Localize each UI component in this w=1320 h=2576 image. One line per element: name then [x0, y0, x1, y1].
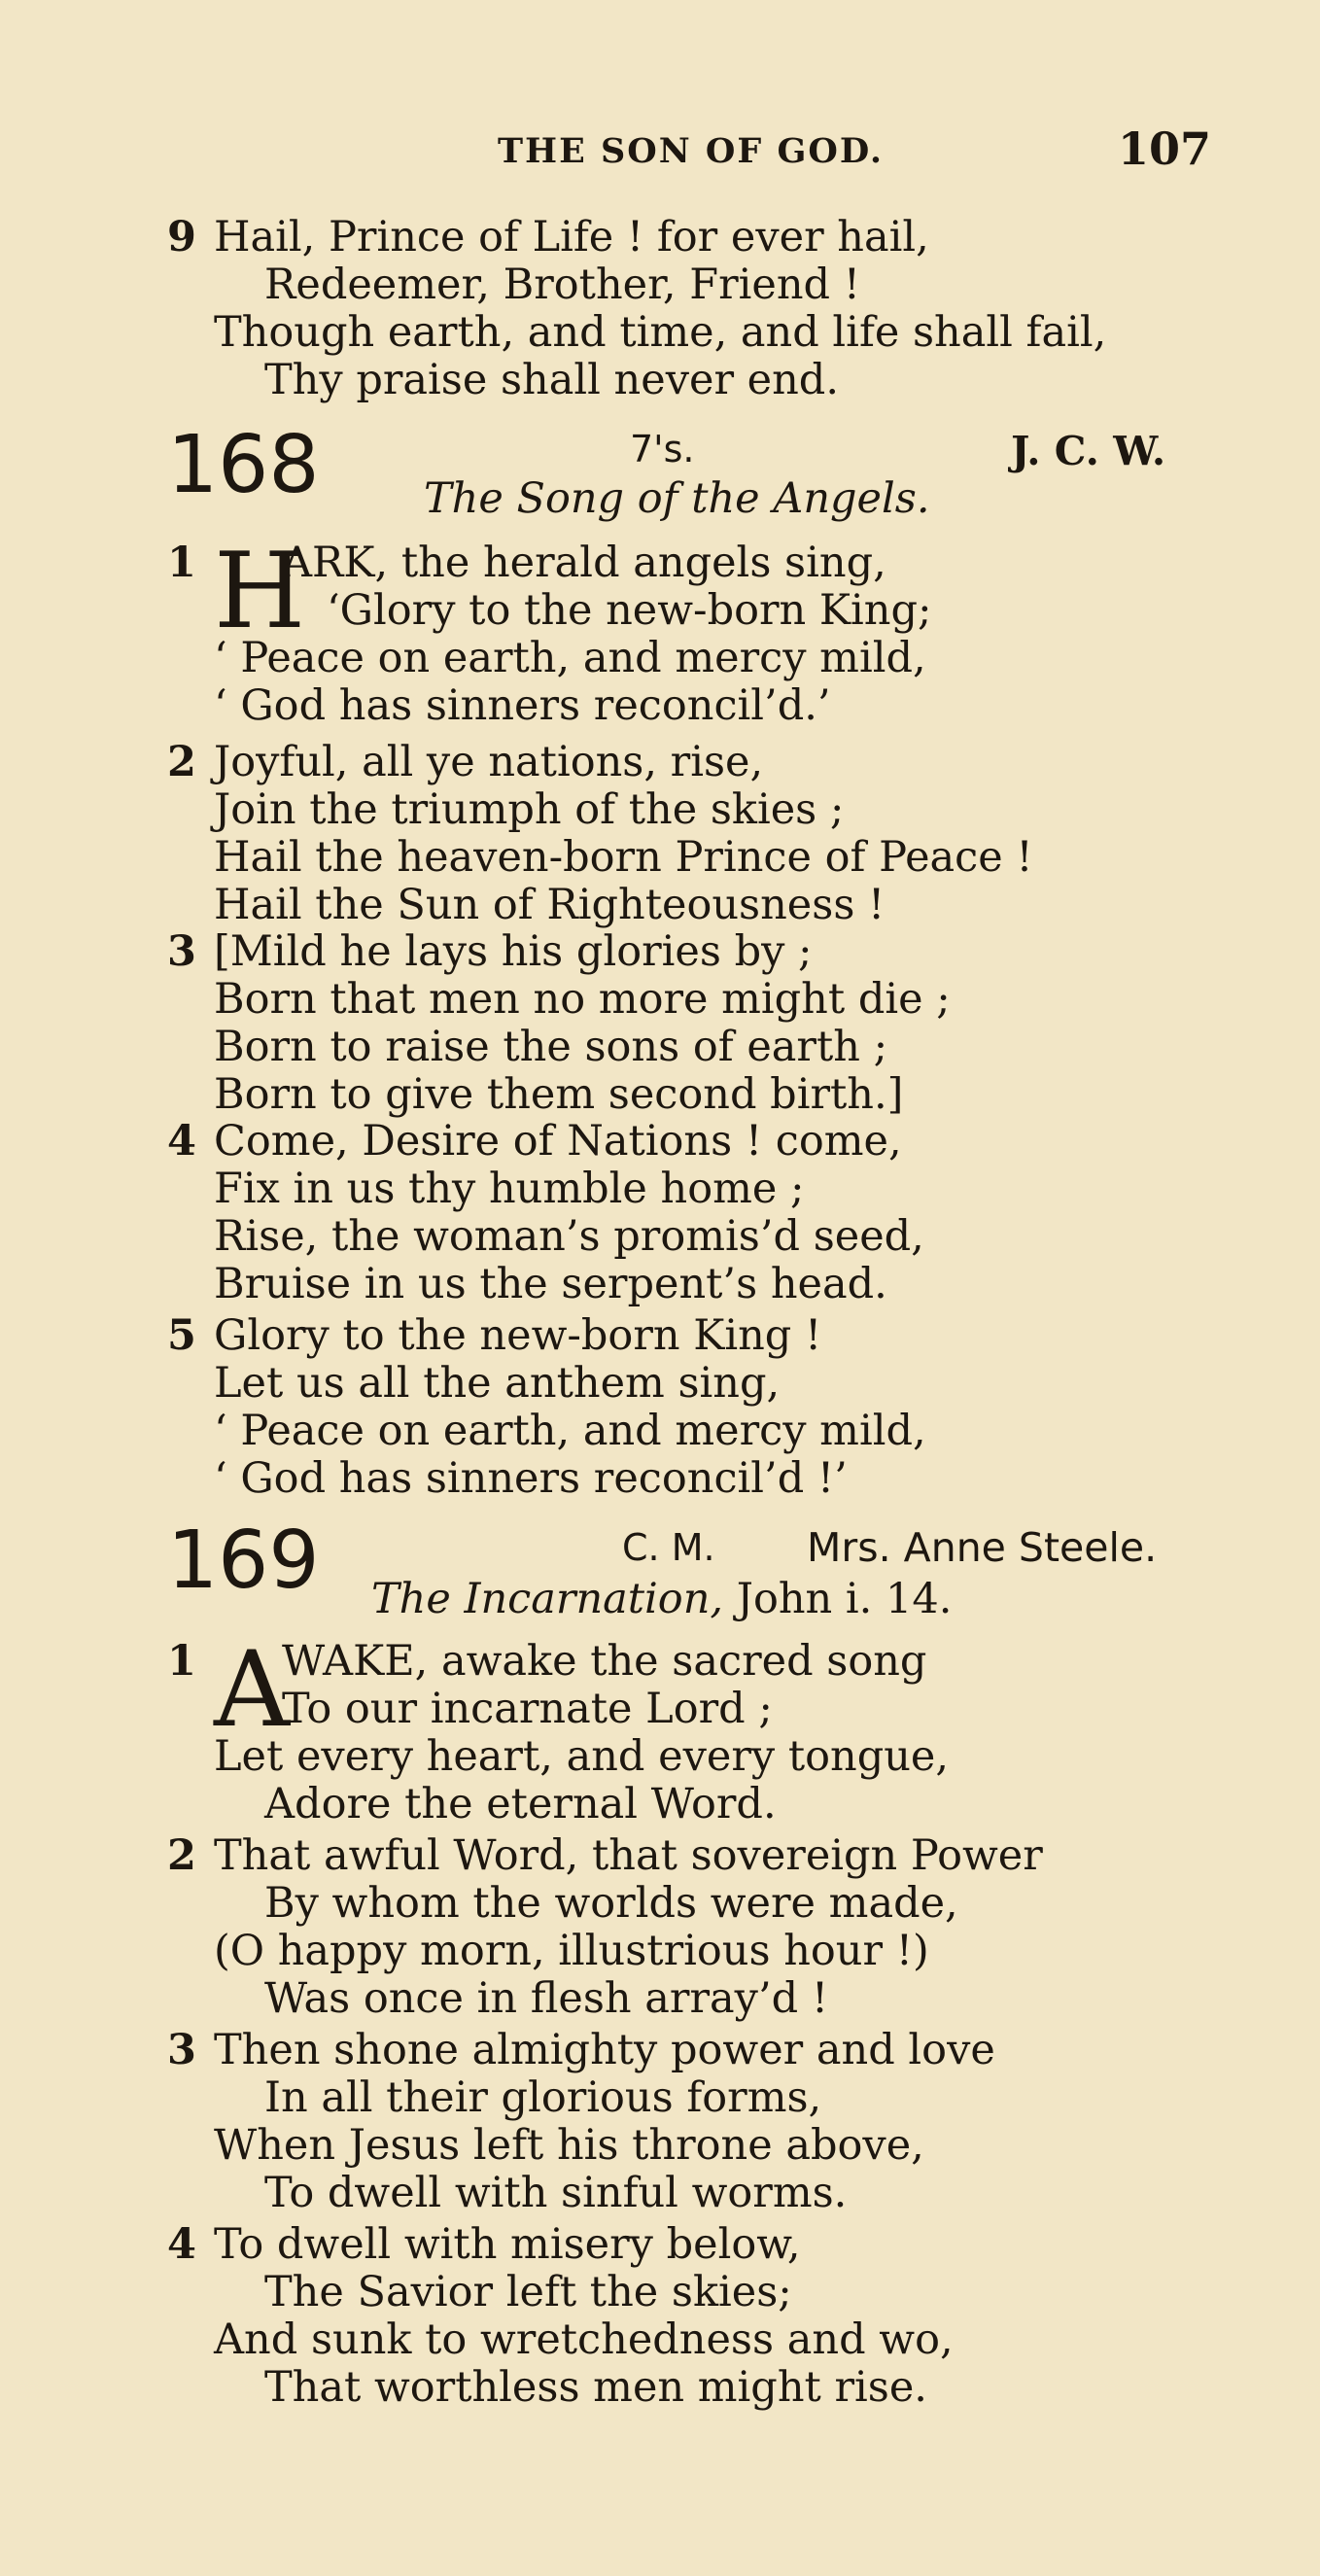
- verse-line: Hail the Sun of Righteousness !: [214, 881, 886, 929]
- verse-line: Hail, Prince of Life ! for ever hail,: [214, 213, 929, 261]
- verse-line: (O happy morn, illustrious hour !): [214, 1927, 929, 1975]
- verse-line: ‘ God has sinners reconcil’d.’: [214, 681, 831, 730]
- hymn-168-meter: 7's.: [630, 428, 695, 470]
- verse-line: ARK, the herald angels sing,: [282, 539, 886, 587]
- hymn-169-verse-1: [167, 1629, 1198, 1828]
- verse-line: Adore the eternal Word.: [264, 1780, 777, 1828]
- verse-number: 1: [167, 1637, 196, 1686]
- hymn-169-author: Mrs. Anne Steele.: [807, 1524, 1158, 1571]
- verse-line: Fix in us thy humble home ;: [214, 1165, 805, 1213]
- verse-line: By whom the worlds were made,: [264, 1879, 958, 1928]
- verse-line: That worthless men might rise.: [264, 2363, 927, 2412]
- verse-line: When Jesus left his throne above,: [214, 2121, 924, 2170]
- verse-line: The Savior left the skies;: [264, 2268, 792, 2316]
- hymn-168-verse-3: [167, 928, 1198, 1119]
- verse-line: Born to give them second birth.]: [214, 1070, 904, 1119]
- verse-line: Glory to the new-born King !: [214, 1311, 822, 1360]
- verse-line: To dwell with sinful worms.: [264, 2169, 848, 2217]
- verse-line: Joyful, all ye nations, rise,: [214, 738, 764, 786]
- verse-number: 4: [167, 1117, 196, 1166]
- hymn-168-author: J. C. W.: [1011, 428, 1166, 474]
- verse-number: 4: [167, 2220, 196, 2269]
- verse-line: Join the triumph of the skies ;: [214, 785, 845, 834]
- verse-line: Let every heart, and every tongue,: [214, 1732, 950, 1781]
- verse-line: Rise, the woman’s promis’d seed,: [214, 1212, 924, 1261]
- running-head: THE SON OF GOD.: [498, 131, 885, 171]
- verse-line: To our incarnate Lord ;: [282, 1685, 773, 1733]
- verse-line: To dwell with misery below,: [214, 2220, 801, 2269]
- verse-line: ‘ Peace on earth, and mercy mild,: [214, 1407, 926, 1455]
- hymn-169-verse-2: [167, 1832, 1198, 2023]
- verse-number: 1: [167, 539, 196, 587]
- verse-line: In all their glorious forms,: [264, 2073, 822, 2122]
- verse-line: Was once in flesh array’d !: [264, 1974, 829, 2023]
- page-number: 107: [1118, 122, 1212, 175]
- hymn-169-meter: C. M.: [622, 1526, 715, 1569]
- verse-line: That awful Word, that sovereign Power: [214, 1831, 1043, 1880]
- verse-line: Then shone almighty power and love: [214, 2026, 995, 2074]
- verse-number: 5: [167, 1311, 196, 1360]
- hymn-168-title: The Song of the Angels.: [424, 474, 930, 523]
- carry-over-verse: [167, 214, 1198, 404]
- verse-number: 3: [167, 927, 196, 976]
- hymn-number-168: 168: [167, 419, 320, 511]
- hymn-169-title-text: The Incarnation,: [371, 1575, 724, 1623]
- verse-number: 3: [167, 2026, 196, 2074]
- verse-line: Come, Desire of Nations ! come,: [214, 1117, 902, 1166]
- drop-cap: A: [214, 1629, 290, 1751]
- hymn-169-verse-4: [167, 2221, 1198, 2412]
- hymn-169-title: [371, 1575, 952, 1623]
- verse-number: 2: [167, 738, 196, 786]
- verse-number: 2: [167, 1831, 196, 1880]
- hymn-168-verse-1: [167, 531, 1198, 730]
- drop-cap: H: [214, 531, 306, 652]
- hymn-168-verse-5: [167, 1312, 1198, 1503]
- scripture-reference: John i. 14.: [736, 1575, 953, 1623]
- verse-line: Born to raise the sons of earth ;: [214, 1023, 888, 1071]
- verse-line: Redeemer, Brother, Friend !: [264, 261, 861, 309]
- verse-line: [Mild he lays his glories by ;: [214, 927, 813, 976]
- verse-line: ‘Glory to the new-born King;: [327, 586, 932, 635]
- hymn-number-169: 169: [167, 1514, 320, 1607]
- verse-line: ‘ Peace on earth, and mercy mild,: [214, 634, 926, 682]
- verse-line: Though earth, and time, and life shall fail,: [214, 308, 1107, 357]
- verse-line: Hail the heaven-born Prince of Peace !: [214, 833, 1033, 882]
- verse-number: 9: [167, 213, 196, 261]
- verse-line: WAKE, awake the sacred song: [282, 1637, 927, 1686]
- hymn-168-verse-4: [167, 1118, 1198, 1308]
- verse-line: And sunk to wretchedness and wo,: [214, 2315, 954, 2364]
- hymn-168-verse-2: [167, 739, 1198, 929]
- verse-line: Thy praise shall never end.: [264, 356, 839, 404]
- hymn-169-verse-3: [167, 2027, 1198, 2217]
- verse-line: ‘ God has sinners reconcil’d !’: [214, 1454, 848, 1503]
- verse-line: Bruise in us the serpent’s head.: [214, 1260, 887, 1308]
- verse-line: Let us all the anthem sing,: [214, 1359, 781, 1408]
- verse-line: Born that men no more might die ;: [214, 975, 951, 1024]
